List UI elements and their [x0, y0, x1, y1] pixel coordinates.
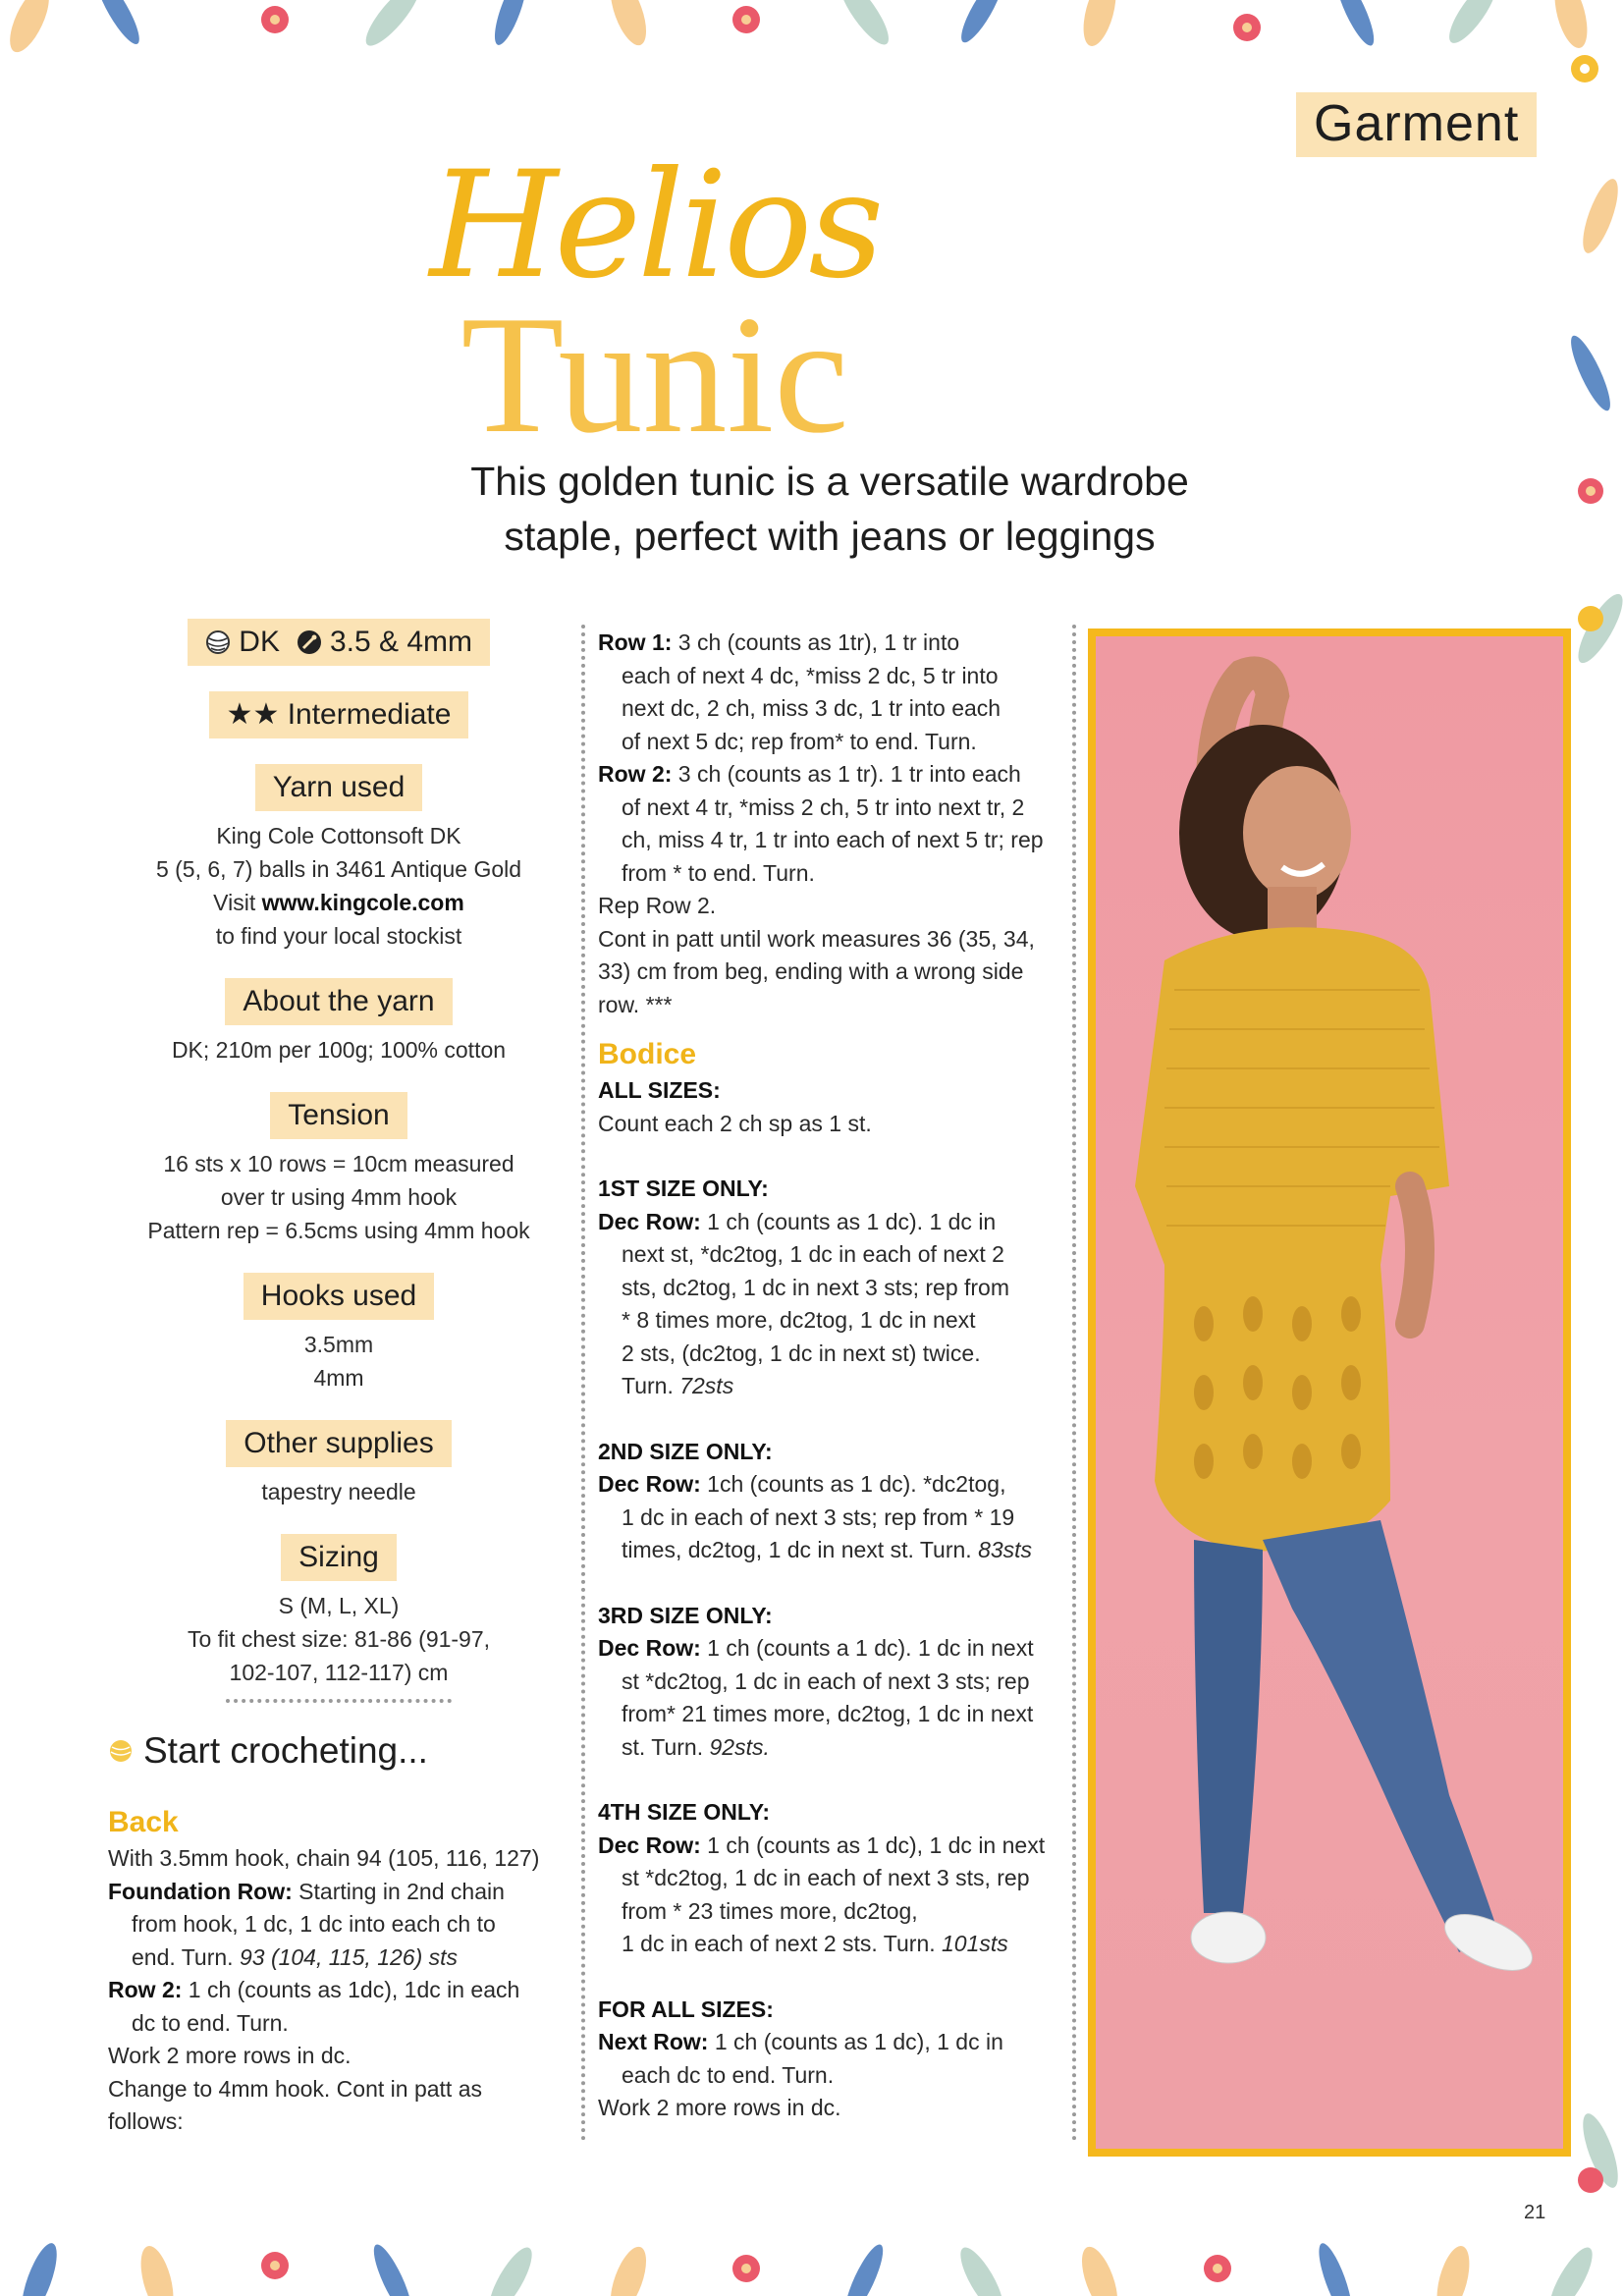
size-3-heading: 3RD SIZE ONLY:	[598, 1602, 773, 1628]
hook-size: 3.5 & 4mm	[329, 626, 473, 658]
subtitle-line-1: This golden tunic is a versatile wardrobe	[470, 459, 1189, 504]
hooks-used-details: 3.5mm 4mm	[303, 1332, 374, 1391]
other-supplies-heading: Other supplies	[226, 1420, 451, 1467]
tension-details: 16 sts x 10 rows = 10cm measured over tr using 4mm hook Pattern rep = 6.5cms using 4mm hook	[147, 1151, 530, 1243]
hooks-used-heading: Hooks used	[244, 1273, 434, 1320]
difficulty-level: Intermediate	[287, 698, 452, 731]
yarn-used-heading: Yarn used	[255, 764, 423, 811]
pattern-instructions: Row 1: 3 ch (counts as 1tr), 1 tr into each of next 4 dc, *miss 2 dc, 5 tr into next dc, 2 ch, miss 3 dc, 1 tr into each of next 5 dc; rep from* to end. Turn. Row 2: 3 ch (counts as 1 tr). 1 tr into each of next 4 tr, *miss 2 ch, 5 tr into next tr, 2 ch, miss 4 tr, 1 tr into each of next 5 tr; rep from * to end. Turn. Rep Row 2. Cont in patt until work measures 36 (35, 34, 33) cm from beg, ending with a wrong side row. *** Bodice ALL SIZES: Count each 2 ch sp as 1 st. 1ST SIZE ONLY: Dec Row: 1 ch (counts as 1 dc). 1 dc in next st, *dc2tog, 1 dc in each of next 2 sts, dc2tog, 1 dc in next 3 sts; rep from * 8 times more, dc2tog, 1 dc in next 2 sts, (dc2tog, 1 dc in next st) twice. Turn. 72sts 2ND SIZE ONLY: Dec Row: 1ch (counts as 1 dc). *dc2tog, 1 dc in each of next 3 sts; rep from * 19 times, dc2tog, 1 dc in next st. Turn. 83sts 3RD SIZE ONLY: Dec Row: 1 ch (counts a 1 dc). 1 dc in next st *dc2tog, 1 dc in each of next 3 sts; rep from* 21 times more, dc2tog, 1 dc in next st. Turn. 92sts. 4TH SIZE ONLY: Dec Row: 1 ch (counts as 1 dc), 1 dc in next st *dc2tog, 1 dc in each of next 3 sts, rep from * 23 times more, dc2tog, 1 dc in each of next 2 sts. Turn. 101sts FOR ALL SIZES: Next Row: 1 ch (counts as 1 dc), 1 dc in each dc to end. Turn. Work 2 more rows in dc.	[598, 627, 1059, 2125]
back-heading: Back	[108, 1806, 179, 1838]
yarn-weight: DK	[239, 626, 280, 658]
floral-border-bottom	[0, 2221, 1624, 2296]
about-yarn-text: DK; 210m per 100g; 100% cotton	[171, 1037, 507, 1063]
subtitle	[373, 454, 1286, 564]
difficulty-tag	[209, 691, 469, 738]
model-illustration	[1096, 636, 1563, 2149]
other-supplies-text: tapestry needle	[261, 1479, 416, 1504]
column-divider	[1072, 625, 1076, 2142]
yarn-name: King Cole Cottonsoft DK	[216, 823, 461, 848]
start-heading-text: Start crocheting...	[143, 1730, 428, 1771]
yarn-hook-tag	[188, 619, 490, 666]
crochet-hook-icon	[297, 629, 322, 655]
start-heading	[108, 1730, 428, 1772]
size-2-heading: 2ND SIZE ONLY:	[598, 1438, 773, 1464]
model-photo	[1088, 629, 1571, 2157]
column-divider	[581, 625, 585, 2142]
page-number: 21	[1524, 2202, 1546, 2223]
sizing-details: S (M, L, XL) To fit chest size: 81-86 (91-97, 102-107, 112-117) cm	[187, 1593, 491, 1685]
subtitle-line-2: staple, perfect with jeans or leggings	[504, 514, 1156, 559]
yarn-used-details	[108, 819, 569, 953]
difficulty-stars: ★★	[226, 698, 280, 731]
tension-heading: Tension	[270, 1092, 406, 1139]
pattern-info-sidebar	[108, 619, 569, 1728]
yarn-ball-icon	[108, 1738, 134, 1764]
size-4-heading: 4TH SIZE ONLY:	[598, 1799, 771, 1825]
all-sizes-heading: FOR ALL SIZES:	[598, 1995, 774, 2022]
section-label: Garment	[1296, 92, 1537, 157]
yarn-stockist-text: to find your local stockist	[215, 923, 462, 949]
floral-border-top	[0, 0, 1624, 61]
size-1-heading: 1ST SIZE ONLY:	[598, 1175, 769, 1201]
yarn-ball-icon	[205, 629, 231, 655]
about-yarn-heading: About the yarn	[225, 978, 452, 1025]
yarn-visit-line: Visit www.kingcole.com	[213, 890, 464, 915]
sizing-heading: Sizing	[281, 1534, 397, 1581]
title-line-1: Helios	[429, 140, 881, 311]
dotted-divider	[226, 1699, 452, 1703]
back-instructions: Back With 3.5mm hook, chain 94 (105, 116, 127) Foundation Row: Starting in 2nd chain from hook, 1 dc, 1 dc into each ch to end. Turn. 93 (104, 115, 126) sts Row 2: 1 ch (counts as 1dc), 1dc in each dc to end. Turn. Work 2 more rows in dc. Change to 4mm hook. Cont in patt as follows:	[108, 1803, 569, 2139]
bodice-heading: Bodice	[598, 1038, 697, 1070]
yarn-quantity: 5 (5, 6, 7) balls in 3461 Antique Gold	[155, 856, 522, 882]
yarn-website-link[interactable]: www.kingcole.com	[261, 890, 464, 915]
title-line-2: Tunic	[460, 282, 849, 468]
